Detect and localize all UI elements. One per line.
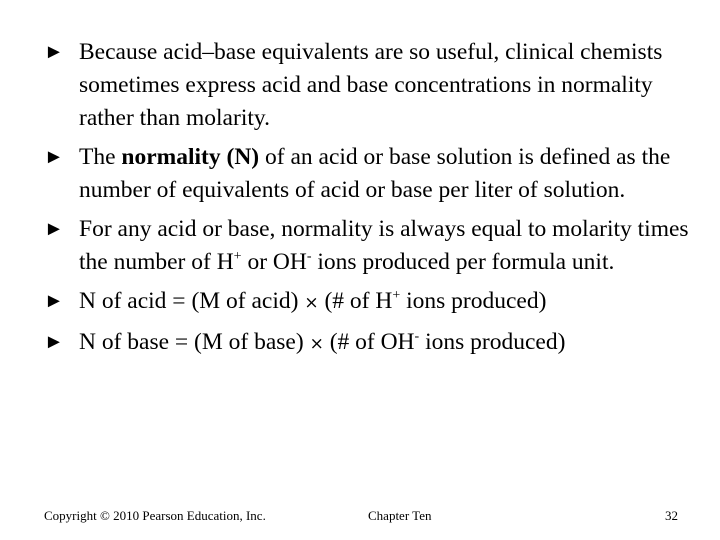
equation-text: N of acid = (M of acid) (79, 288, 305, 314)
bullet-term-bold: normality (N) (121, 144, 260, 170)
superscript: - (306, 249, 312, 265)
bullet-item (44, 326, 694, 361)
bullet-item (44, 213, 694, 279)
superscript: - (414, 329, 420, 345)
times-symbol: × (309, 334, 324, 354)
bullet-arrow-icon: ► (44, 218, 64, 240)
bullet-text: of an acid or base solution is defined as the number of equivalents of acid or base per liter of solution. (79, 144, 671, 203)
superscript: + (233, 249, 242, 265)
bullet-list (44, 36, 694, 367)
bullet-item (44, 285, 694, 320)
bullet-item (44, 36, 694, 135)
bullet-text: or OH (241, 249, 307, 275)
bullet-arrow-icon: ► (44, 146, 64, 168)
bullet-text: ions produced per formula unit. (311, 249, 615, 275)
footer-page-number: 32 (665, 508, 678, 523)
equation-text: (# of H (318, 288, 393, 314)
bullet-item (44, 141, 694, 207)
superscript: + (392, 288, 401, 304)
bullet-arrow-icon: ► (44, 331, 64, 353)
bullet-text: The (79, 144, 122, 170)
bullet-arrow-icon: ► (44, 41, 64, 63)
bullet-text: For any acid or base, normality is always equal to molarity times the number of H (79, 216, 689, 275)
times-symbol: × (304, 293, 319, 313)
bullet-arrow-icon: ► (44, 290, 64, 312)
footer-chapter: Chapter Ten (368, 508, 432, 523)
equation-text: ions produced) (400, 288, 547, 314)
footer-copyright: Copyright © 2010 Pearson Education, Inc. (44, 508, 266, 523)
equation-text: N of base = (M of base) (79, 329, 310, 355)
equation-text: ions produced) (419, 329, 566, 355)
bullet-text: Because acid–base equivalents are so useful, clinical chemists sometimes express acid and base concentrations in normality rather than molarity. (79, 39, 663, 131)
equation-text: (# of OH (323, 329, 415, 355)
